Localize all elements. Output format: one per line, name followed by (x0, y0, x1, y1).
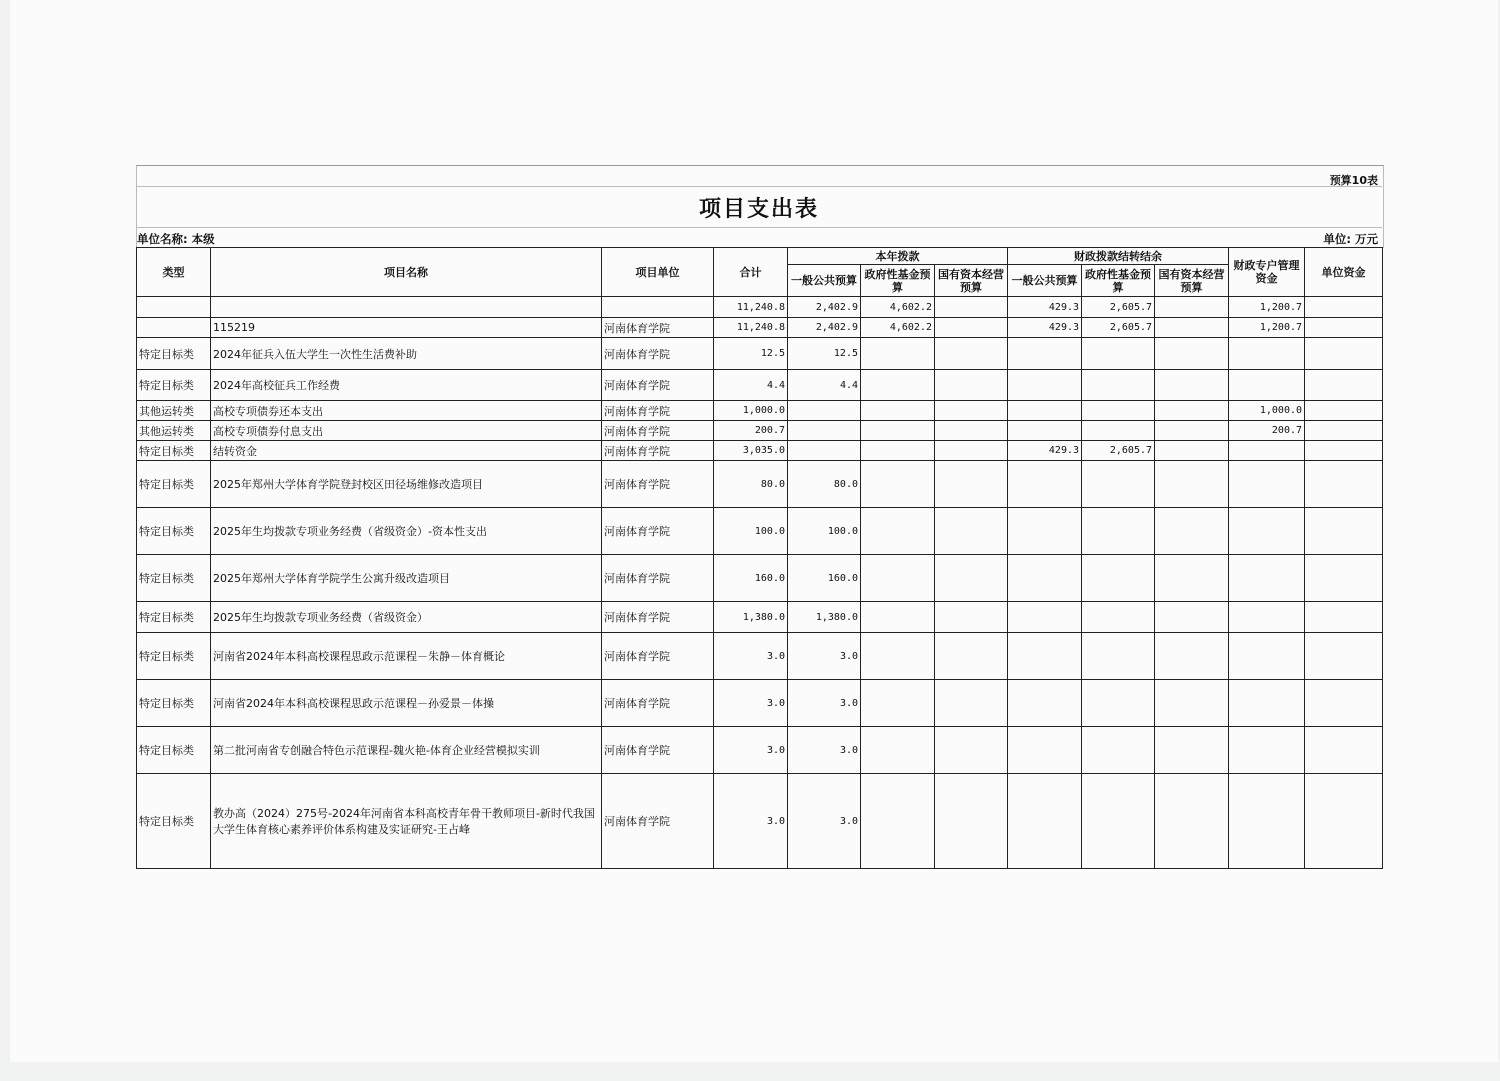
cell-carryover-fund: 2,605.7 (1082, 297, 1155, 318)
cell-project-name: 河南省2024年本科高校课程思政示范课程－孙爱景－体操 (211, 680, 602, 727)
cell-type (137, 318, 211, 338)
cell-current-general: 3.0 (788, 727, 861, 774)
col-header-carryover-general: 一般公共预算 (1008, 265, 1082, 297)
table-row (137, 338, 1383, 370)
table-row (137, 680, 1383, 727)
cell-type: 其他运转类 (137, 401, 211, 421)
cell-project-name: 115219 (211, 318, 602, 338)
cell-total: 3.0 (714, 727, 788, 774)
cell-current-general: 2,402.9 (788, 297, 861, 318)
cell-carryover-fund (1082, 680, 1155, 727)
cell-carryover-capital (1155, 421, 1229, 441)
cell-type: 特定目标类 (137, 461, 211, 508)
cell-carryover-capital (1155, 370, 1229, 401)
project-expenditure-table (136, 247, 1383, 869)
cell-total: 100.0 (714, 508, 788, 555)
col-group-current-year: 本年拨款 (788, 248, 1008, 265)
cell-carryover-fund: 2,605.7 (1082, 441, 1155, 461)
cell-carryover-capital (1155, 441, 1229, 461)
col-header-current-capital: 国有资本经营预算 (935, 265, 1008, 297)
cell-special-account (1229, 441, 1305, 461)
cell-special-account: 200.7 (1229, 421, 1305, 441)
cell-carryover-general (1008, 508, 1082, 555)
cell-special-account (1229, 508, 1305, 555)
cell-carryover-general (1008, 727, 1082, 774)
cell-carryover-general (1008, 401, 1082, 421)
unit-name: 单位名称: 本级 (137, 232, 215, 246)
cell-total: 4.4 (714, 370, 788, 401)
cell-type: 特定目标类 (137, 508, 211, 555)
cell-unit-funds (1305, 727, 1383, 774)
cell-project-name: 高校专项债券还本支出 (211, 401, 602, 421)
cell-current-general: 2,402.9 (788, 318, 861, 338)
cell-type: 特定目标类 (137, 338, 211, 370)
cell-project-name: 2025年郑州大学体育学院学生公寓升级改造项目 (211, 555, 602, 602)
cell-current-capital (935, 555, 1008, 602)
header-divider (136, 186, 1382, 187)
cell-special-account (1229, 338, 1305, 370)
table-row (137, 370, 1383, 401)
cell-project-unit: 河南体育学院 (602, 602, 714, 633)
cell-project-name: 结转资金 (211, 441, 602, 461)
table-row (137, 318, 1383, 338)
cell-carryover-fund (1082, 555, 1155, 602)
cell-carryover-fund (1082, 461, 1155, 508)
cell-unit-funds (1305, 421, 1383, 441)
cell-current-fund: 4,602.2 (861, 297, 935, 318)
cell-unit-funds (1305, 401, 1383, 421)
col-header-project-name: 项目名称 (211, 248, 602, 297)
cell-project-unit: 河南体育学院 (602, 421, 714, 441)
cell-project-unit: 河南体育学院 (602, 441, 714, 461)
cell-current-capital (935, 441, 1008, 461)
col-header-project-unit: 项目单位 (602, 248, 714, 297)
cell-unit-funds (1305, 318, 1383, 338)
cell-current-general: 12.5 (788, 338, 861, 370)
cell-total: 80.0 (714, 461, 788, 508)
cell-carryover-fund (1082, 421, 1155, 441)
cell-current-fund (861, 421, 935, 441)
col-header-current-fund: 政府性基金预算 (861, 265, 935, 297)
cell-carryover-general (1008, 461, 1082, 508)
cell-current-fund (861, 602, 935, 633)
cell-current-capital (935, 633, 1008, 680)
cell-type: 特定目标类 (137, 602, 211, 633)
currency-unit: 单位: 万元 (1323, 232, 1378, 246)
cell-special-account: 1,200.7 (1229, 318, 1305, 338)
table-row (137, 421, 1383, 441)
cell-special-account (1229, 370, 1305, 401)
cell-carryover-fund (1082, 602, 1155, 633)
cell-total: 1,000.0 (714, 401, 788, 421)
cell-carryover-general (1008, 370, 1082, 401)
cell-carryover-capital (1155, 338, 1229, 370)
cell-carryover-capital (1155, 602, 1229, 633)
cell-current-general: 1,380.0 (788, 602, 861, 633)
cell-carryover-general (1008, 421, 1082, 441)
cell-carryover-general (1008, 602, 1082, 633)
col-group-carryover: 财政拨款结转结余 (1008, 248, 1229, 265)
table-row (137, 727, 1383, 774)
cell-type: 特定目标类 (137, 727, 211, 774)
cell-current-capital (935, 461, 1008, 508)
cell-carryover-capital (1155, 461, 1229, 508)
table-row (137, 508, 1383, 555)
cell-total: 200.7 (714, 421, 788, 441)
cell-special-account (1229, 680, 1305, 727)
cell-unit-funds (1305, 633, 1383, 680)
cell-current-capital (935, 421, 1008, 441)
cell-project-name: 高校专项债券付息支出 (211, 421, 602, 441)
cell-special-account (1229, 602, 1305, 633)
cell-total: 1,380.0 (714, 602, 788, 633)
cell-carryover-general (1008, 338, 1082, 370)
cell-carryover-fund (1082, 633, 1155, 680)
cell-special-account (1229, 774, 1305, 869)
cell-project-unit: 河南体育学院 (602, 727, 714, 774)
cell-current-capital (935, 680, 1008, 727)
cell-type: 特定目标类 (137, 774, 211, 869)
table-number: 预算10表 (1329, 174, 1378, 187)
cell-unit-funds (1305, 508, 1383, 555)
cell-type (137, 297, 211, 318)
cell-unit-funds (1305, 774, 1383, 869)
col-header-unit-funds: 单位资金 (1305, 248, 1383, 297)
col-header-carryover-capital: 国有资本经营预算 (1155, 265, 1229, 297)
cell-current-fund: 4,602.2 (861, 318, 935, 338)
cell-current-fund (861, 461, 935, 508)
cell-current-general: 160.0 (788, 555, 861, 602)
cell-unit-funds (1305, 338, 1383, 370)
cell-current-capital (935, 338, 1008, 370)
cell-carryover-general: 429.3 (1008, 297, 1082, 318)
cell-project-name: 第二批河南省专创融合特色示范课程-魏火艳-体育企业经营模拟实训 (211, 727, 602, 774)
cell-total: 3.0 (714, 774, 788, 869)
cell-carryover-general (1008, 555, 1082, 602)
cell-special-account (1229, 461, 1305, 508)
cell-current-fund (861, 680, 935, 727)
cell-current-fund (861, 441, 935, 461)
cell-carryover-capital (1155, 401, 1229, 421)
cell-type: 特定目标类 (137, 370, 211, 401)
cell-special-account: 1,000.0 (1229, 401, 1305, 421)
cell-carryover-capital (1155, 680, 1229, 727)
cell-unit-funds (1305, 602, 1383, 633)
cell-current-fund (861, 401, 935, 421)
cell-project-unit: 河南体育学院 (602, 508, 714, 555)
cell-current-general: 80.0 (788, 461, 861, 508)
cell-total: 160.0 (714, 555, 788, 602)
cell-carryover-general (1008, 680, 1082, 727)
cell-carryover-fund (1082, 774, 1155, 869)
cell-project-unit: 河南体育学院 (602, 338, 714, 370)
cell-project-unit: 河南体育学院 (602, 774, 714, 869)
table-row (137, 441, 1383, 461)
cell-current-capital (935, 727, 1008, 774)
cell-carryover-capital (1155, 318, 1229, 338)
cell-carryover-capital (1155, 508, 1229, 555)
cell-project-name: 2025年郑州大学体育学院登封校区田径场维修改造项目 (211, 461, 602, 508)
cell-carryover-capital (1155, 555, 1229, 602)
cell-carryover-general (1008, 774, 1082, 869)
cell-special-account (1229, 555, 1305, 602)
cell-project-name: 河南省2024年本科高校课程思政示范课程－朱静－体育概论 (211, 633, 602, 680)
cell-carryover-capital (1155, 297, 1229, 318)
col-header-type: 类型 (137, 248, 211, 297)
cell-carryover-fund: 2,605.7 (1082, 318, 1155, 338)
cell-type: 特定目标类 (137, 441, 211, 461)
table-row (137, 401, 1383, 421)
cell-project-name: 2024年征兵入伍大学生一次性生活费补助 (211, 338, 602, 370)
cell-total: 3.0 (714, 633, 788, 680)
cell-current-general (788, 441, 861, 461)
cell-current-fund (861, 555, 935, 602)
cell-current-fund (861, 633, 935, 680)
cell-current-general (788, 421, 861, 441)
table-row (137, 297, 1383, 318)
cell-project-name: 2024年高校征兵工作经费 (211, 370, 602, 401)
cell-current-capital (935, 401, 1008, 421)
cell-type: 特定目标类 (137, 680, 211, 727)
cell-type: 特定目标类 (137, 633, 211, 680)
cell-special-account (1229, 727, 1305, 774)
cell-carryover-general: 429.3 (1008, 441, 1082, 461)
cell-current-general: 3.0 (788, 633, 861, 680)
cell-current-capital (935, 774, 1008, 869)
cell-carryover-fund (1082, 401, 1155, 421)
cell-unit-funds (1305, 370, 1383, 401)
cell-project-name: 2025年生均拨款专项业务经费（省级资金） (211, 602, 602, 633)
cell-project-unit (602, 297, 714, 318)
cell-project-name: 教办高（2024）275号-2024年河南省本科高校青年骨干教师项目-新时代我国大学生体育核心素养评价体系构建及实证研究-王占峰 (211, 774, 602, 869)
col-header-special-account: 财政专户管理资金 (1229, 248, 1305, 297)
cell-current-general (788, 401, 861, 421)
table-row (137, 461, 1383, 508)
cell-total: 12.5 (714, 338, 788, 370)
cell-current-fund (861, 338, 935, 370)
cell-project-unit: 河南体育学院 (602, 633, 714, 680)
cell-carryover-general: 429.3 (1008, 318, 1082, 338)
cell-unit-funds (1305, 297, 1383, 318)
cell-type: 其他运转类 (137, 421, 211, 441)
cell-unit-funds (1305, 555, 1383, 602)
cell-current-capital (935, 318, 1008, 338)
cell-carryover-capital (1155, 774, 1229, 869)
cell-current-fund (861, 508, 935, 555)
cell-current-capital (935, 508, 1008, 555)
cell-current-capital (935, 602, 1008, 633)
page-title: 项目支出表 (698, 197, 819, 222)
cell-current-general: 100.0 (788, 508, 861, 555)
cell-total: 3.0 (714, 680, 788, 727)
cell-current-fund (861, 727, 935, 774)
cell-type: 特定目标类 (137, 555, 211, 602)
cell-project-name (211, 297, 602, 318)
table-row (137, 602, 1383, 633)
cell-carryover-fund (1082, 338, 1155, 370)
cell-current-general: 3.0 (788, 774, 861, 869)
header-divider (136, 227, 1382, 228)
cell-unit-funds (1305, 441, 1383, 461)
cell-total: 11,240.8 (714, 318, 788, 338)
cell-total: 11,240.8 (714, 297, 788, 318)
cell-project-unit: 河南体育学院 (602, 680, 714, 727)
cell-current-general: 3.0 (788, 680, 861, 727)
cell-unit-funds (1305, 461, 1383, 508)
cell-project-unit: 河南体育学院 (602, 401, 714, 421)
cell-carryover-fund (1082, 370, 1155, 401)
cell-carryover-capital (1155, 727, 1229, 774)
cell-current-fund (861, 370, 935, 401)
cell-carryover-capital (1155, 633, 1229, 680)
cell-project-name: 2025年生均拨款专项业务经费（省级资金）-资本性支出 (211, 508, 602, 555)
table-row (137, 774, 1383, 869)
cell-carryover-fund (1082, 727, 1155, 774)
cell-unit-funds (1305, 680, 1383, 727)
cell-project-unit: 河南体育学院 (602, 461, 714, 508)
cell-special-account: 1,200.7 (1229, 297, 1305, 318)
col-header-total: 合计 (714, 248, 788, 297)
cell-project-unit: 河南体育学院 (602, 370, 714, 401)
table-row (137, 555, 1383, 602)
cell-carryover-general (1008, 633, 1082, 680)
col-header-current-general: 一般公共预算 (788, 265, 861, 297)
cell-current-capital (935, 370, 1008, 401)
cell-carryover-fund (1082, 508, 1155, 555)
cell-project-unit: 河南体育学院 (602, 555, 714, 602)
table-row (137, 633, 1383, 680)
col-header-carryover-fund: 政府性基金预算 (1082, 265, 1155, 297)
cell-special-account (1229, 633, 1305, 680)
cell-current-fund (861, 774, 935, 869)
cell-total: 3,035.0 (714, 441, 788, 461)
cell-project-unit: 河南体育学院 (602, 318, 714, 338)
cell-current-capital (935, 297, 1008, 318)
cell-current-general: 4.4 (788, 370, 861, 401)
